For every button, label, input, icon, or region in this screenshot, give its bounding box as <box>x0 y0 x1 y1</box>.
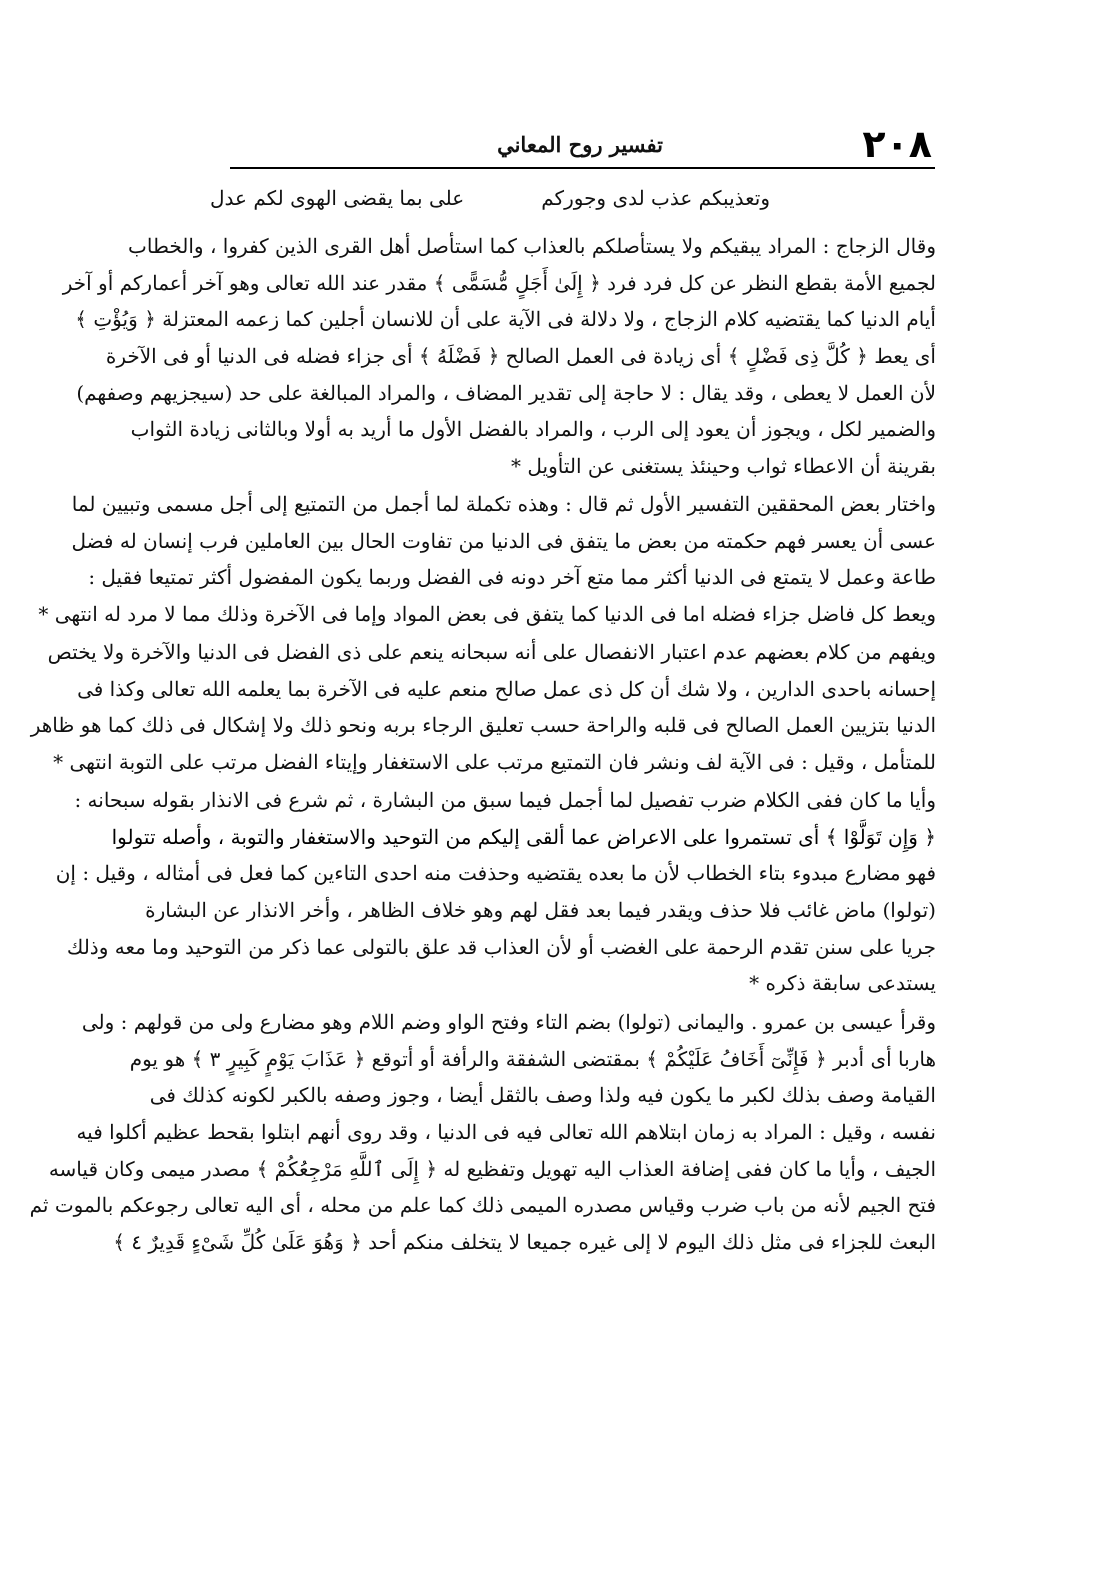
text-line: القيامة وصف بذلك لكبر ما يكون فيه ولذا وصف بالثقل أيضا ، وجوز وصفه بالكبر لكونه كذلك فى <box>149 1083 936 1108</box>
text-line: ﴿ وَإِن تَوَلَّوْا ﴾ أى تستمروا على الاعراض عما ألقى إليكم من التوحيد والاستغفار والتوبة ، وأصله تتولوا <box>111 824 936 849</box>
paragraph-qiraat <box>29 1004 936 1261</box>
text-line: هاربا أى أدبر ﴿ فَإِنِّىٓ أَخَافُ عَلَيْكُمْ ﴾ بمقتضى الشفقة والرأفة أو أتوقع ﴿ عَذَابَ يَوْمٍ كَبِيرٍ ٣ ﴾ هو يوم <box>129 1046 936 1071</box>
second-hemistich: على بما يقضى الهوى لكم عدل <box>210 186 465 210</box>
text-line: عسى أن يعسر فهم حكمته من بعض ما يتفق فى الدنيا من تفاوت الحال بين العاملين فرب إنسان له فضل <box>71 528 936 553</box>
running-title: تفسير روح المعاني <box>497 132 663 157</box>
text-line: طاعة وعمل لا يتمتع فى الدنيا أكثر مما متع آخر دونه فى الفضل وربما يكون المفضول أكثر تمتيعا فقيل : <box>88 565 936 590</box>
page-number: ٢٠٨ <box>862 122 932 166</box>
text-line: بقرينة أن الاعطاء ثواب وحينئذ يستغنى عن التأويل * <box>511 454 936 479</box>
paragraph-muhaqqiqin <box>38 486 936 633</box>
text-line: والضمير لكل ، ويجوز أن يعود إلى الرب ، والمراد بالفضل الأول ما أريد به أولا وبالثانى زيادة الثواب <box>130 417 936 442</box>
header-rule <box>230 167 935 169</box>
page-header <box>220 118 940 168</box>
text-line: إحسانه باحدى الدارين ، ولا شك أن كل ذى عمل صالح منعم عليه فى الآخرة بما يعلمه الله تعالى وكذا فى <box>77 676 936 701</box>
text-line: ويفهم من كلام بعضهم عدم اعتبار الانفصال على أنه سبحانه ينعم على ذى الفضل فى الدنيا والآخرة ولا يختص <box>47 640 936 664</box>
text-line: الدنيا بتزيين العمل الصالح فى قلبه والراحة حسب تعليق الرجاء بربه ونحو ذلك ولا إشكال فى ذلك كما هو ظاهر <box>30 713 936 738</box>
text-line: فتح الجيم لأنه من باب ضرب وقياس مصدره الميمى ذلك كما علم من محله ، أى اليه تعالى رجوعكم بالموت ثم <box>29 1193 936 1218</box>
text-line: واختار بعض المحققين التفسير الأول ثم قال : وهذه تكملة لما أجمل من التمتيع إلى أجل مسمى وتبيين لما <box>71 492 936 516</box>
text-line: نفسه ، وقيل : المراد به زمان ابتلاهم الله تعالى فيه فى الدنيا ، وقد روى أنهم ابتلوا بقحط عظيم أكلوا فيه <box>76 1120 936 1145</box>
text-line: البعث للجزاء فى مثل ذلك اليوم لا إلى غيره جميعا لا يتخلف منكم أحد ﴿ وَهُوَ عَلَىٰ كُلِّ شَىْءٍ قَدِيرٌ ٤ ﴾ <box>113 1230 936 1255</box>
text-line: وقرأ عيسى بن عمرو . واليمانى (تولوا) بضم التاء وفتح الواو وضم اللام وهو مضارع ولى من قولهم : ولى <box>81 1010 936 1034</box>
paragraph-indhar <box>55 782 936 1002</box>
text-line: الجيف ، وأيا ما كان ففى إضافة العذاب اليه تهويل وتفظيع له ﴿ إِلَى ٱللَّهِ مَرْجِعُكُمْ ﴾ مصدر ميمى وكان قياسه <box>48 1156 936 1181</box>
text-line: أى يعط ﴿ كُلَّ ذِى فَضْلٍ ﴾ أى زيادة فى العمل الصالح ﴿ فَضْلَهُ ﴾ أى جزاء فضله فى الدنيا أو فى الآخرة <box>105 344 936 369</box>
text-line: جريا على سنن تقدم الرحمة على الغضب أو لأن العذاب قد علق بالتولى عما ذكر من التوحيد وما معه وذلك <box>66 934 936 959</box>
paragraph-zajjaj <box>62 228 936 485</box>
poetry-verse <box>210 178 770 218</box>
text-line: فهو مضارع مبدوء بتاء الخطاب لأن ما بعده يقتضيه وحذفت منه احدى التاءين كما فعل فى أمثاله ، وقيل : إن <box>55 861 936 886</box>
text-line: للمتأمل ، وقيل : فى الآية لف ونشر فان التمتيع مرتب على الاستغفار وإيتاء الفضل مرتب على التوبة انتهى * <box>53 750 936 775</box>
paragraph-dhi-fadl <box>30 634 936 781</box>
text-line: يستدعى سابقة ذكره * <box>749 971 936 996</box>
text-line: ويعط كل فاضل جزاء فضله اما فى الدنيا كما يتفق فى بعض المواد وإما فى الآخرة وذلك مما لا مرد له انتهى * <box>38 602 936 627</box>
text-line: لأن العمل لا يعطى ، وقد يقال : لا حاجة إلى تقدير المضاف ، والمراد المبالغة على حد (سيجزيهم وصفهم) <box>76 380 936 405</box>
first-hemistich: وتعذيبكم عذب لدى وجوركم <box>541 186 770 210</box>
text-line: (تولوا) ماض غائب فلا حذف ويقدر فيما بعد فقل لهم وهو خلاف الظاهر ، وأخر الانذار عن البشارة <box>145 898 936 923</box>
text-line: أيام الدنيا كما يقتضيه كلام الزجاج ، ولا دلالة فى الآية على أن للانسان أجلين كما زعمه المعتزلة ﴿ وَيُؤْتِ ﴾ <box>75 307 936 332</box>
text-line: لجميع الأمة بقطع النظر عن كل فرد فرد ﴿ إِلَىٰ أَجَلٍ مُّسَمًّى ﴾ مقدر عند الله تعالى وهو آخر أعماركم أو آخر <box>62 270 936 295</box>
text-line: وأيا ما كان ففى الكلام ضرب تفصيل لما أجمل فيما سبق من البشارة ، ثم شرع فى الانذار بقوله سبحانه : <box>74 788 936 812</box>
text-line: وقال الزجاج : المراد يبقيكم ولا يستأصلكم بالعذاب كما استأصل أهل القرى الذين كفروا ، والخطاب <box>128 234 936 258</box>
